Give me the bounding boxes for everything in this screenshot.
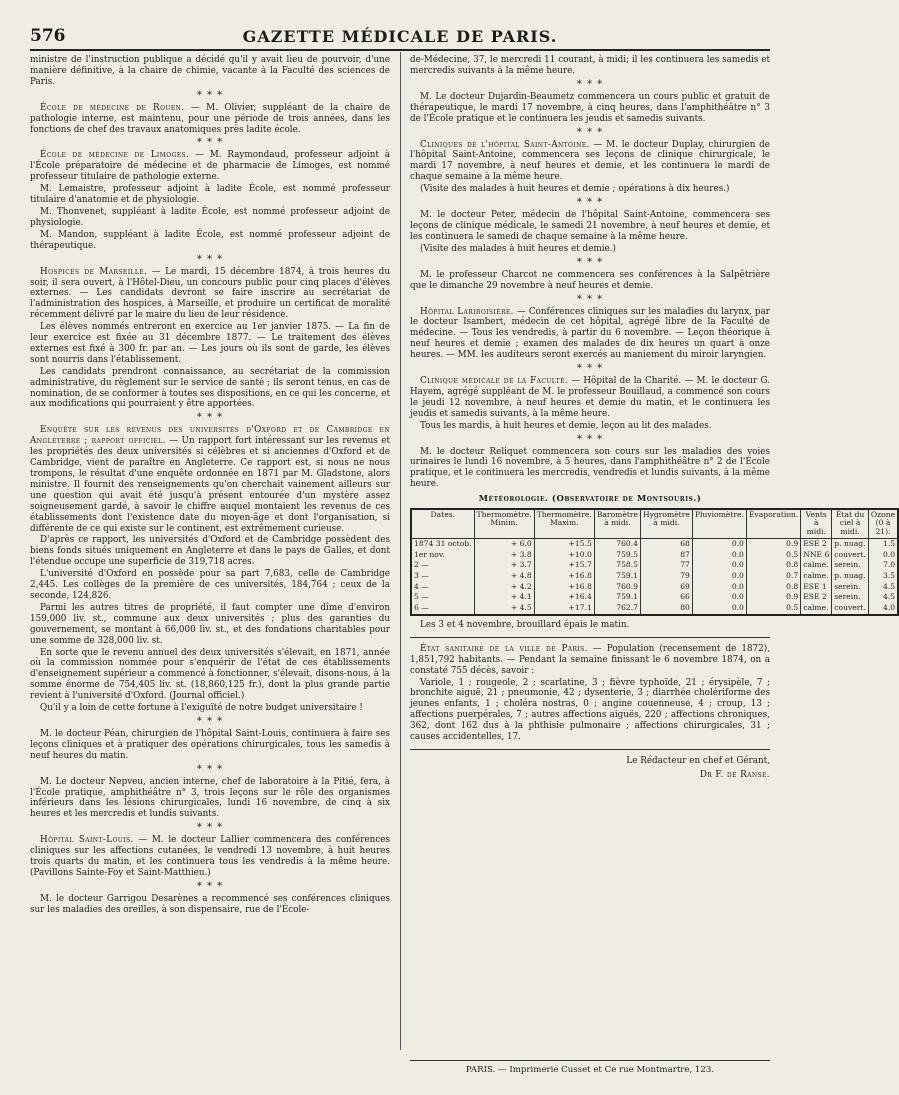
table-cell: 4.5 xyxy=(868,592,898,603)
paragraph: (Visite des malades à huit heures et demie ; opérations à dix heures.) xyxy=(420,184,730,195)
paragraph xyxy=(410,644,770,677)
section-separator: * * * xyxy=(196,137,224,149)
table-cell: 68 xyxy=(641,538,693,549)
table-cell: 1874 31 octob. xyxy=(411,538,474,549)
table-cell: +16.8 xyxy=(534,571,594,582)
table-cell: 0.7 xyxy=(746,571,800,582)
table-cell: 762.7 xyxy=(594,603,640,615)
page-number: 576 xyxy=(30,26,66,46)
paragraph: Les élèves nommés entreront en exercice au 1er janvier 1875. — La fin de leur exercice est fixée au 31 décembre 1877. — Le traitement des élèves externes est fixé à 300 fr. par an. — Les jours où ils sont de garde, les élèves sont nourris dans l'établissement. xyxy=(30,322,390,365)
paragraph: D'après ce rapport, les universités d'Oxford et de Cambridge possèdent des biens fonds situés uniquement en Angleterre et dans le pays de Galles, et dont l'étendue occupe une superficie de 319,718 acres. xyxy=(30,535,390,568)
section-separator: * * * xyxy=(196,715,224,727)
table-cell: serein. xyxy=(832,592,869,603)
table-cell: 3 — xyxy=(411,571,474,582)
table-cell: 0.0 xyxy=(692,550,746,561)
table-cell: serein. xyxy=(832,582,869,593)
section-separator: * * * xyxy=(576,126,604,138)
table-cell: +16.4 xyxy=(534,592,594,603)
paragraph: M. Thonvenet, suppléant à ladite École, est nommé professeur adjoint de physiologie. xyxy=(30,206,390,228)
table-cell: 7.0 xyxy=(868,560,898,571)
table-cell: 759.1 xyxy=(594,592,640,603)
section-separator: * * * xyxy=(576,363,604,375)
table-cell: 4.5 xyxy=(868,582,898,593)
table-cell: 0.8 xyxy=(746,582,800,593)
signature-name: Dr F. de Ranse. xyxy=(699,769,770,780)
table-cell: 1er nov. xyxy=(411,550,474,561)
section-text: — Hôpital de la Charité. — M. le docteur G. Hayem, agrégé suppléant de M. le professeur Bouillaud, a commencé son cours le jeudi 12 novembre, à neuf heures et demie du matin, et le continuera les jeudis et samedis suivants, à la même heure. xyxy=(410,376,770,419)
paragraph: Tous les mardis, à huit heures et demie, leçon au lit des malades. xyxy=(420,420,712,431)
section-separator: * * * xyxy=(576,256,604,268)
table-cell: 4 — xyxy=(411,582,474,593)
table-cell: +17.1 xyxy=(534,603,594,615)
table-cell: 79 xyxy=(641,571,693,582)
table-cell: couvert. xyxy=(832,603,869,615)
paragraph xyxy=(410,376,770,420)
right-column xyxy=(410,55,896,1050)
meteo-table xyxy=(410,508,899,616)
section-text: — M. le docteur Duplay, chirurgien de l'hôpital Saint-Antoine, commencera ses leçons de clinique chirurgicale, le mardi 17 novembre, à neuf heures et demie, et les continuera le mardi de chaque semaine à la même heure. xyxy=(410,139,770,183)
table-row xyxy=(411,538,898,549)
section-text: — Un rapport fort intéressant sur les revenus et les propriétés des deux universités si célèbres et si anciennes d'Oxford et de Cambridge, vient de paraître en Angleterre. Ce rapport est, si nous ne nous trompons, le résultat d'une enquête ordonnée en 1871 par M. Gladstone, alors ministre. Il fournit des renseignements qu'on cherchait vainement ailleurs sur une question qui avait été jusqu'à présent entourée d'un mystère assez soigneusement gardé, à savoir le chiffre auquel montaient les revenus de ces établissements dont l'existence date du moyen-âge et dont l'organisation, si différente de ce qui existe sur le continent, est extrêmement curieuse. xyxy=(30,436,390,534)
section-text: — Le mardi, 15 décembre 1874, à trois heures du soir, il sera ouvert, à l'Hôtel-Dieu, un concours public pour cinq places d'élèves externes. — Les candidats devront se faire inscrire au secrétariat de l'administration des hospices, à Marseille, et produire un certificat de moralité récemment délivré par le maire du lieu de leur résidence. xyxy=(30,266,390,321)
table-cell: 759.1 xyxy=(594,571,640,582)
paragraph: Les 3 et 4 novembre, brouillard épais le matin. xyxy=(420,619,630,630)
table-cell: 3.5 xyxy=(868,571,898,582)
table-cell: p. nuag. xyxy=(832,538,869,549)
table-cell: 0.0 xyxy=(868,550,898,561)
table-cell: +10.0 xyxy=(534,550,594,561)
table-row xyxy=(411,571,898,582)
section-title: École de médecine de Rouen. xyxy=(40,102,185,113)
journal-title: GAZETTE MÉDICALE DE PARIS. xyxy=(242,27,558,46)
divider-rule xyxy=(410,637,770,638)
table-cell: 758.5 xyxy=(594,560,640,571)
table-cell: 0.0 xyxy=(692,560,746,571)
meteo-title: Météorologie. (Observatoire de Montsouris.) xyxy=(478,494,702,505)
table-cell: ESE 2 xyxy=(801,538,832,549)
paragraph xyxy=(30,835,390,879)
table-cell: + 6.0 xyxy=(474,538,534,549)
table-header-cell: Pluviomètre. xyxy=(692,509,746,539)
table-header-cell: État du ciel à midi. xyxy=(832,509,869,539)
table-cell: 1.5 xyxy=(868,538,898,549)
section-separator: * * * xyxy=(576,433,604,445)
table-cell: + 4.5 xyxy=(474,603,534,615)
table-cell: 0.8 xyxy=(746,560,800,571)
table-cell: 69 xyxy=(641,582,693,593)
table-cell: serein. xyxy=(832,560,869,571)
paragraph: Variole, 1 ; rougeole, 2 ; scarlatine, 3 ; fièvre typhoïde, 21 ; érysipèle, 7 ; bronchite aiguë, 21 ; pneumonie, 42 ; dysenterie, 3 ; diarrhée cholériforme des jeunes enfants, 1 ; choléra nostras, 0 ; angine couenneuse, 4 ; croup, 13 ; affections puerpérales, 7 ; autres affections aiguës, 220 ; affections chroniques, 362, dont 162 dus à la phthisie pulmonaire ; affections chirurgicales, 31 ; causes accidentelles, 17. xyxy=(410,677,770,743)
table-cell: ESE 1 xyxy=(801,582,832,593)
table-cell: +16.8 xyxy=(534,582,594,593)
table-header-cell: Hygromètre à midi. xyxy=(641,509,693,539)
table-cell: + 3.7 xyxy=(474,560,534,571)
section-separator: * * * xyxy=(576,293,604,305)
table-cell: + 4.8 xyxy=(474,571,534,582)
section-title: Clinique médicale de la Faculté. xyxy=(420,376,569,387)
table-header-cell: Ozone (0 à 21). xyxy=(868,509,898,539)
table-header-row xyxy=(411,509,898,539)
paragraph: M. Le docteur Dujardin-Beaumetz commencera un cours public et gratuit de thérapeutique, le mardi 17 novembre, à cinq heures, dans l'amphithéâtre n° 3 de l'École pratique et le continuera les jeudis et samedis suivants. xyxy=(410,91,770,124)
imprint-footer: PARIS. — Imprimerie Cusset et Ce rue Montmartre, 123. xyxy=(410,1060,770,1075)
table-cell: 0.0 xyxy=(692,592,746,603)
paragraph: M. Le docteur Nepveu, ancien interne, chef de laboratoire à la Pitié, fera, à l'École pratique, amphithéâtre n° 3, trois leçons sur le rôle des organismes inférieurs dans les lésions chirurgicales, lundi 16 novembre, de cinq à six heures et les mercredis et lundis suivants. xyxy=(30,776,390,820)
signature-line: Le Rédacteur en chef et Gérant, xyxy=(626,755,770,766)
section-separator: * * * xyxy=(196,822,224,834)
table-body xyxy=(411,538,898,615)
section-title: École de médecine de Limoges. xyxy=(40,150,190,161)
table-cell: NNE 6 xyxy=(801,550,832,561)
section-title: Hôpital Saint-Louis. xyxy=(40,835,134,846)
column-divider xyxy=(400,52,401,1050)
section-separator: * * * xyxy=(196,253,224,265)
section-separator: * * * xyxy=(196,89,224,101)
table-cell: ESE 2 xyxy=(801,592,832,603)
table-cell: 87 xyxy=(641,550,693,561)
section-title: Hôpital Lariboisière. xyxy=(420,306,514,317)
table-cell: 760.4 xyxy=(594,538,640,549)
table-cell: 6 — xyxy=(411,603,474,615)
table-cell: 760.9 xyxy=(594,582,640,593)
table-cell: 77 xyxy=(641,560,693,571)
table-row xyxy=(411,582,898,593)
paragraph xyxy=(30,150,390,183)
table-cell: 0.9 xyxy=(746,592,800,603)
section-separator: * * * xyxy=(196,412,224,424)
paragraph: M. le professeur Charcot ne commencera ses conférences à la Salpêtrière que le dimanche 29 novembre à neuf heures et demie. xyxy=(410,269,770,291)
section-title: Enquête sur les revenus des universités d'Oxford et de Cambridge en Angleterre ; rapport officiel. xyxy=(30,425,390,447)
section-separator: * * * xyxy=(196,763,224,775)
paragraph: ministre de l'instruction publique a décidé qu'il y avait lieu de pourvoir, d'une manière définitive, à la chaire de chimie, vacante à la Faculté des sciences de Paris. xyxy=(30,55,390,87)
table-cell: 5 — xyxy=(411,592,474,603)
section-text: — Conférences cliniques sur les maladies du larynx, par le docteur Isambert, médecin de cet hôpital, agrégé libre de la Faculté de médecine. — Tous les vendredis, à partir du 6 novembre. — Leçon théorique à neuf heures et demie ; examen des malades de dix heures un quart à onze heures. — MM. les auditeurs seront exercés au maniement du miroir laryngien. xyxy=(410,306,770,361)
paragraph: M. le docteur Peter, médecin de l'hôpital Saint-Antoine, commencera ses leçons de clinique médicale, le samedi 21 novembre, à neuf heures et demie, et les continuera le samedi de chaque semaine à la même heure. xyxy=(410,210,770,242)
paragraph: M. le docteur Péan, chirurgien de l'hôpital Saint-Louis, continuera à faire ses leçons cliniques et à pratiquer des opérations chirurgicales, tous les samedis à neuf heures du matin. xyxy=(30,728,390,761)
paragraph: Les candidats prendront connaissance, au secrétariat de la commission administrative, du règlement sur le service de santé ; ils seront tenus, en cas de nomination, de se conformer à toutes ses dispositions, en ce qui les concerne, et aux modifications qui pourraient y être apportées. xyxy=(30,366,390,410)
section-title: Cliniques de l'hôpital Saint-Antoine. xyxy=(420,139,590,150)
table-cell: +15.7 xyxy=(534,560,594,571)
section-text: — Population (recensement de 1872), 1,851,792 habitants. — Pendant la semaine finissant le 6 novembre 1874, on a constaté 755 décès, savoir : xyxy=(410,643,770,676)
table-cell: 0.0 xyxy=(692,603,746,615)
table-cell: 0.5 xyxy=(746,603,800,615)
paragraph xyxy=(410,140,770,184)
left-column xyxy=(30,55,390,1050)
table-cell: + 4.1 xyxy=(474,592,534,603)
table-cell: 0.0 xyxy=(692,571,746,582)
paragraph: (Visite des malades à huit heures et demie.) xyxy=(420,243,616,254)
table-cell: 759.5 xyxy=(594,550,640,561)
section-text: — M. le docteur Lallier commencera des conférences cliniques sur les affections cutanées, le vendredi 13 novembre, à huit heures trois quarts du matin, et les continuera tous les vendredis à la même heure. (Pavillons Sainte-Foy et Saint-Matthieu.) xyxy=(30,835,390,878)
paragraph: En sorte que le revenu annuel des deux universités s'élevait, en 1871, année où la commission nommée pour s'enquérir de l'état de ces établissements d'enseignement supérieur a commencé à fonctionner, s'élevait, disons-nous, à la somme énorme de 754,405 liv. st. (18,860,125 fr.), dont la plus grande partie revient à l'université d'Oxford. (Journal officiel.) xyxy=(30,647,390,702)
table-header-cell: Évaporation. xyxy=(746,509,800,539)
table-cell: 80 xyxy=(641,603,693,615)
section-title: Hospices de Marseille. xyxy=(40,266,148,277)
section-text: — M. Raymondaud, professeur adjoint à l'École préparatoire de médecine et de pharmacie de Limoges, est nommé professeur titulaire de pathologie externe. xyxy=(30,150,390,183)
paragraph xyxy=(30,425,390,534)
table-cell: 0.0 xyxy=(692,538,746,549)
table-row xyxy=(411,592,898,603)
table-cell: 2 — xyxy=(411,560,474,571)
section-separator: * * * xyxy=(196,880,224,892)
table-cell: + 4.2 xyxy=(474,582,534,593)
table-header-cell: Dates. xyxy=(411,509,474,539)
paragraph: M. le docteur Reliquet commencera son cours sur les maladies des voies urinaires le lundi 16 novembre, à 5 heures, dans l'amphithéâtre n° 2 de l'École pratique, et le continuera les mercredis, vendredis et lundis suivants, à la même heure. xyxy=(410,446,770,490)
section-text: — M. Olivier, suppléant de la chaire de pathologie interne, est maintenu, pour une période de trois années, dans les fonctions de chef des travaux anatomiques près ladite école. xyxy=(30,102,390,135)
table-header-cell: Thermomètre. Minim. xyxy=(474,509,534,539)
paragraph xyxy=(30,103,390,136)
table-row xyxy=(411,550,898,561)
divider-rule xyxy=(410,749,770,750)
table-cell: +15.5 xyxy=(534,538,594,549)
paragraph: L'université d'Oxford en possède pour sa part 7,683, celle de Cambridge 2,445. Les collèges de la première de ces universités, 184,764 ; ceux de la seconde, 124,826. xyxy=(30,569,390,601)
section-separator: * * * xyxy=(576,78,604,90)
table-cell: + 3.8 xyxy=(474,550,534,561)
section-title: État sanitaire de la ville de Paris. xyxy=(420,643,588,654)
table-header-cell: Vents à midi. xyxy=(801,509,832,539)
paragraph xyxy=(410,307,770,362)
page-header xyxy=(30,20,770,51)
paragraph: de-Médecine, 37, le mercredi 11 courant, à midi; il les continuera les samedis et mercredis suivants à la même heure. xyxy=(410,55,770,76)
table-cell: 0.0 xyxy=(692,582,746,593)
table-header-cell: Thermomètre. Maxim. xyxy=(534,509,594,539)
paragraph: Parmi les autres titres de propriété, il faut compter une dîme d'environ 159,000 liv. st., commune aux deux universités ; plus des garanties du gouvernement, se montant à 66,000 liv. st., et des fondations charitables pour une somme de 328,000 liv. st. xyxy=(30,602,390,646)
section-separator: * * * xyxy=(576,197,604,209)
paragraph: Qu'il y a loin de cette fortune à l'exiguïté de notre budget universitaire ! xyxy=(40,703,363,714)
table-header-cell: Baromètre à midi. xyxy=(594,509,640,539)
table-cell: 0.5 xyxy=(746,550,800,561)
table-cell: calme. xyxy=(801,571,832,582)
table-cell: p. nuag. xyxy=(832,571,869,582)
paragraph xyxy=(30,267,390,322)
table-cell: couvert. xyxy=(832,550,869,561)
paragraph: M. Lemaistre, professeur adjoint à ladite École, est nommé professeur titulaire d'anatomie et de physiologie. xyxy=(30,184,390,206)
table-cell: 4.0 xyxy=(868,603,898,615)
table-row xyxy=(411,603,898,615)
table-row xyxy=(411,560,898,571)
table-cell: 66 xyxy=(641,592,693,603)
table-cell: calme. xyxy=(801,560,832,571)
table-cell: 0.9 xyxy=(746,538,800,549)
table-cell: calme. xyxy=(801,603,832,615)
paragraph: M. Mandon, suppléant à ladite École, est nommé professeur adjoint de thérapeutique. xyxy=(30,229,390,251)
paragraph: M. le docteur Garrigou Desarènes a recommencé ses conférences cliniques sur les maladies des oreilles, à son dispensaire, rue de l'École- xyxy=(30,893,390,915)
